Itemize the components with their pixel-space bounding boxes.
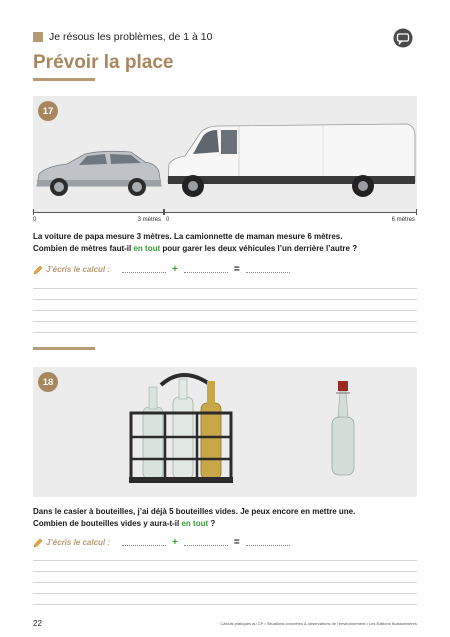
ruler-car-end-label: 3 mètres bbox=[137, 217, 161, 223]
problem-18-calc-row bbox=[33, 537, 290, 548]
writing-line[interactable] bbox=[33, 571, 417, 572]
writing-line[interactable] bbox=[33, 582, 417, 583]
calc-answer-blank-2[interactable] bbox=[184, 267, 228, 273]
writing-line[interactable] bbox=[33, 310, 417, 311]
writing-line[interactable] bbox=[33, 288, 417, 289]
calc-answer-blank-2[interactable] bbox=[184, 540, 228, 546]
calc-answer-blank-1[interactable] bbox=[122, 540, 166, 546]
van-length-ruler bbox=[164, 212, 417, 222]
highlight-en-tout: en tout bbox=[181, 519, 209, 528]
problem-18-line1: Dans le casier à bouteilles, j’ai déjà 5 bouteilles vides. Je peux encore en mettre une. bbox=[33, 507, 356, 516]
problem-17-calc-row bbox=[33, 264, 290, 275]
page-title: Prévoir la place bbox=[33, 52, 174, 73]
calc-answer-blank-3[interactable] bbox=[246, 540, 290, 546]
footer-credit: Calculs pratiques au CP • Situations concrètes & observations de l’environnement • Les Éditions Buissonnières bbox=[220, 621, 417, 626]
equals-sign: = bbox=[233, 537, 240, 548]
single-bottle-illustration bbox=[332, 381, 354, 475]
calc-answer-blank-3[interactable] bbox=[246, 267, 290, 273]
vehicles-photo bbox=[33, 96, 417, 212]
problem-number-badge: 18 bbox=[38, 372, 58, 392]
bottles-photo bbox=[33, 367, 417, 497]
problem-18-statement bbox=[33, 506, 423, 530]
speech-bubble-icon bbox=[393, 28, 413, 48]
writing-line[interactable] bbox=[33, 299, 417, 300]
car-length-ruler bbox=[33, 212, 164, 222]
calc-label: J’écris le calcul : bbox=[46, 538, 111, 547]
van-illustration bbox=[168, 124, 415, 197]
bottle-crate-illustration bbox=[129, 375, 233, 483]
calc-answer-blank-1[interactable] bbox=[122, 267, 166, 273]
writing-line[interactable] bbox=[33, 560, 417, 561]
page-number: 22 bbox=[33, 619, 42, 628]
problem-18-question: Combien de bouteilles vides y aura-t-il en tout ? bbox=[33, 519, 216, 528]
section-header-text: Je résous les problèmes, de 1 à 10 bbox=[49, 31, 213, 43]
writing-line[interactable] bbox=[33, 604, 417, 605]
plus-sign: + bbox=[172, 264, 178, 275]
section-header bbox=[33, 31, 212, 43]
title-underline bbox=[33, 78, 95, 81]
problem-number-badge: 17 bbox=[38, 101, 58, 121]
plus-sign: + bbox=[172, 537, 178, 548]
ruler-van-start-label: 0 bbox=[166, 217, 170, 223]
calc-label: J’écris le calcul : bbox=[46, 265, 111, 274]
ruler-van-end-label: 6 mètres bbox=[391, 217, 415, 223]
section-marker bbox=[33, 32, 43, 42]
writing-line[interactable] bbox=[33, 593, 417, 594]
writing-line[interactable] bbox=[33, 332, 417, 333]
writing-line[interactable] bbox=[33, 321, 417, 322]
pencil-icon bbox=[33, 538, 43, 548]
equals-sign: = bbox=[233, 264, 240, 275]
pencil-icon bbox=[33, 265, 43, 275]
highlight-en-tout: en tout bbox=[133, 244, 161, 253]
problem-17-line1: La voiture de papa mesure 3 mètres. La camionnette de maman mesure 6 mètres. bbox=[33, 232, 343, 241]
section-divider bbox=[33, 347, 95, 350]
problem-17-question: Combien de mètres faut-il en tout pour garer les deux véhicules l’un derrière l’autre ? bbox=[33, 244, 358, 253]
ruler-start-label: 0 bbox=[33, 217, 37, 223]
car-illustration bbox=[37, 151, 161, 196]
problem-17-statement bbox=[33, 231, 423, 255]
